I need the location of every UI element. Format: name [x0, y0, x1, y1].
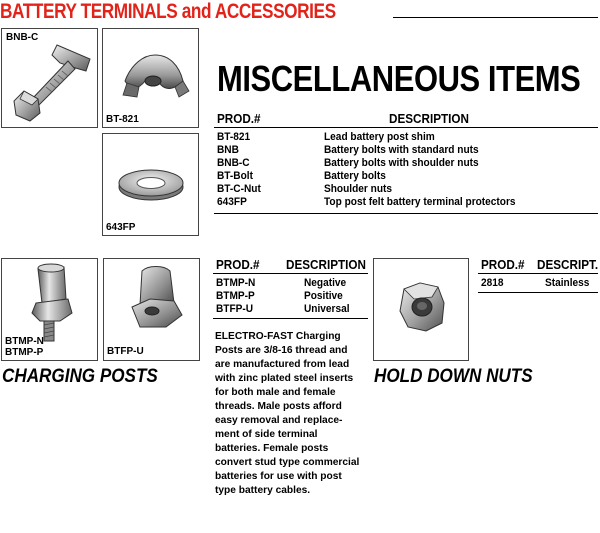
hold-down-col-desc: DESCRIPT. — [537, 257, 599, 272]
paragraph-line: easy removal and replace- — [215, 415, 343, 426]
product-label-btmp-n: BTMP-N — [5, 336, 44, 347]
paragraph-line: ment of side terminal — [215, 429, 318, 440]
table-row-prod: BTMP-P — [216, 290, 255, 302]
paragraph-line: with zinc plated steel inserts — [215, 373, 354, 384]
paragraph-line: convert stud type commercial — [215, 457, 360, 468]
table-row-desc: Shoulder nuts — [324, 183, 393, 195]
paragraph-line: batteries for use with post — [215, 471, 342, 482]
table-row-prod: 643FP — [217, 196, 247, 208]
misc-col-desc: DESCRIPTION — [389, 111, 469, 126]
paragraph-line: ELECTRO-FAST Charging — [215, 331, 341, 342]
product-image-btfp — [103, 258, 200, 361]
hold-down-bottom-rule — [478, 292, 598, 293]
table-row-prod: BT-821 — [217, 131, 251, 143]
charging-bottom-rule — [213, 318, 368, 319]
product-image-643fp — [102, 133, 199, 236]
product-image-hold-down-nut — [373, 258, 469, 361]
table-row-prod: 2818 — [481, 277, 504, 289]
table-row-desc: Battery bolts with standard nuts — [324, 144, 479, 156]
charging-header-rule — [213, 273, 368, 274]
charging-post-female-icon — [104, 259, 199, 360]
charging-col-desc: DESCRIPTION — [286, 257, 366, 272]
table-row-desc: Positive — [304, 290, 343, 302]
product-image-btmp — [1, 258, 98, 361]
table-row-prod: BTFP-U — [216, 303, 254, 315]
product-label-bnb-c: BNB-C — [6, 32, 39, 43]
misc-items-title: MISCELLANEOUS ITEMS — [217, 58, 581, 99]
section-header: BATTERY TERMINALS and ACCESSORIES — [0, 0, 336, 23]
hold-down-col-prod: PROD.# — [481, 257, 525, 272]
table-row-desc: Stainless — [545, 277, 590, 289]
product-label-btmp-p: BTMP-P — [5, 347, 44, 358]
product-label-643fp: 643FP — [106, 222, 136, 233]
misc-header-rule — [214, 127, 598, 128]
charging-posts-title: CHARGING POSTS — [2, 366, 158, 387]
table-row-prod: BNB-C — [217, 157, 250, 169]
table-row-prod: BT-C-Nut — [217, 183, 261, 195]
table-row-prod: BT-Bolt — [217, 170, 253, 182]
charging-col-prod: PROD.# — [216, 257, 260, 272]
hold-down-header-rule — [478, 273, 598, 274]
table-row-desc: Universal — [304, 303, 350, 315]
misc-bottom-rule — [214, 213, 598, 214]
charging-description — [215, 330, 375, 498]
table-row-desc: Negative — [304, 277, 347, 289]
paragraph-line: are manufactured from lead — [215, 359, 350, 370]
felt-washer-icon — [103, 134, 198, 235]
table-row-desc: Lead battery post shim — [324, 131, 435, 143]
product-image-bt-821 — [102, 28, 199, 128]
post-shim-icon — [103, 29, 198, 127]
hold-down-nuts-title: HOLD DOWN NUTS — [374, 366, 533, 387]
table-row-prod: BNB — [217, 144, 239, 156]
product-label-bt-821: BT-821 — [106, 114, 139, 125]
product-image-bnb-c — [1, 28, 98, 128]
table-row-desc: Top post felt battery terminal protectors — [324, 196, 516, 208]
paragraph-line: for both male and female — [215, 387, 336, 398]
table-row-desc: Battery bolts — [324, 170, 386, 182]
paragraph-line: threads. Male posts afford — [215, 401, 342, 412]
table-row-prod: BTMP-N — [216, 277, 256, 289]
misc-col-prod: PROD.# — [217, 111, 261, 126]
paragraph-line: batteries. Female posts — [215, 443, 329, 454]
bolt-with-shoulder-nut-icon — [2, 29, 97, 127]
paragraph-line: type battery cables. — [215, 485, 311, 496]
paragraph-line: Posts are 3/8-16 thread and — [215, 345, 348, 356]
hold-down-nut-icon — [374, 259, 468, 360]
product-label-btfp-u: BTFP-U — [107, 346, 144, 357]
header-divider — [393, 17, 598, 18]
table-row-desc: Battery bolts with shoulder nuts — [324, 157, 479, 169]
